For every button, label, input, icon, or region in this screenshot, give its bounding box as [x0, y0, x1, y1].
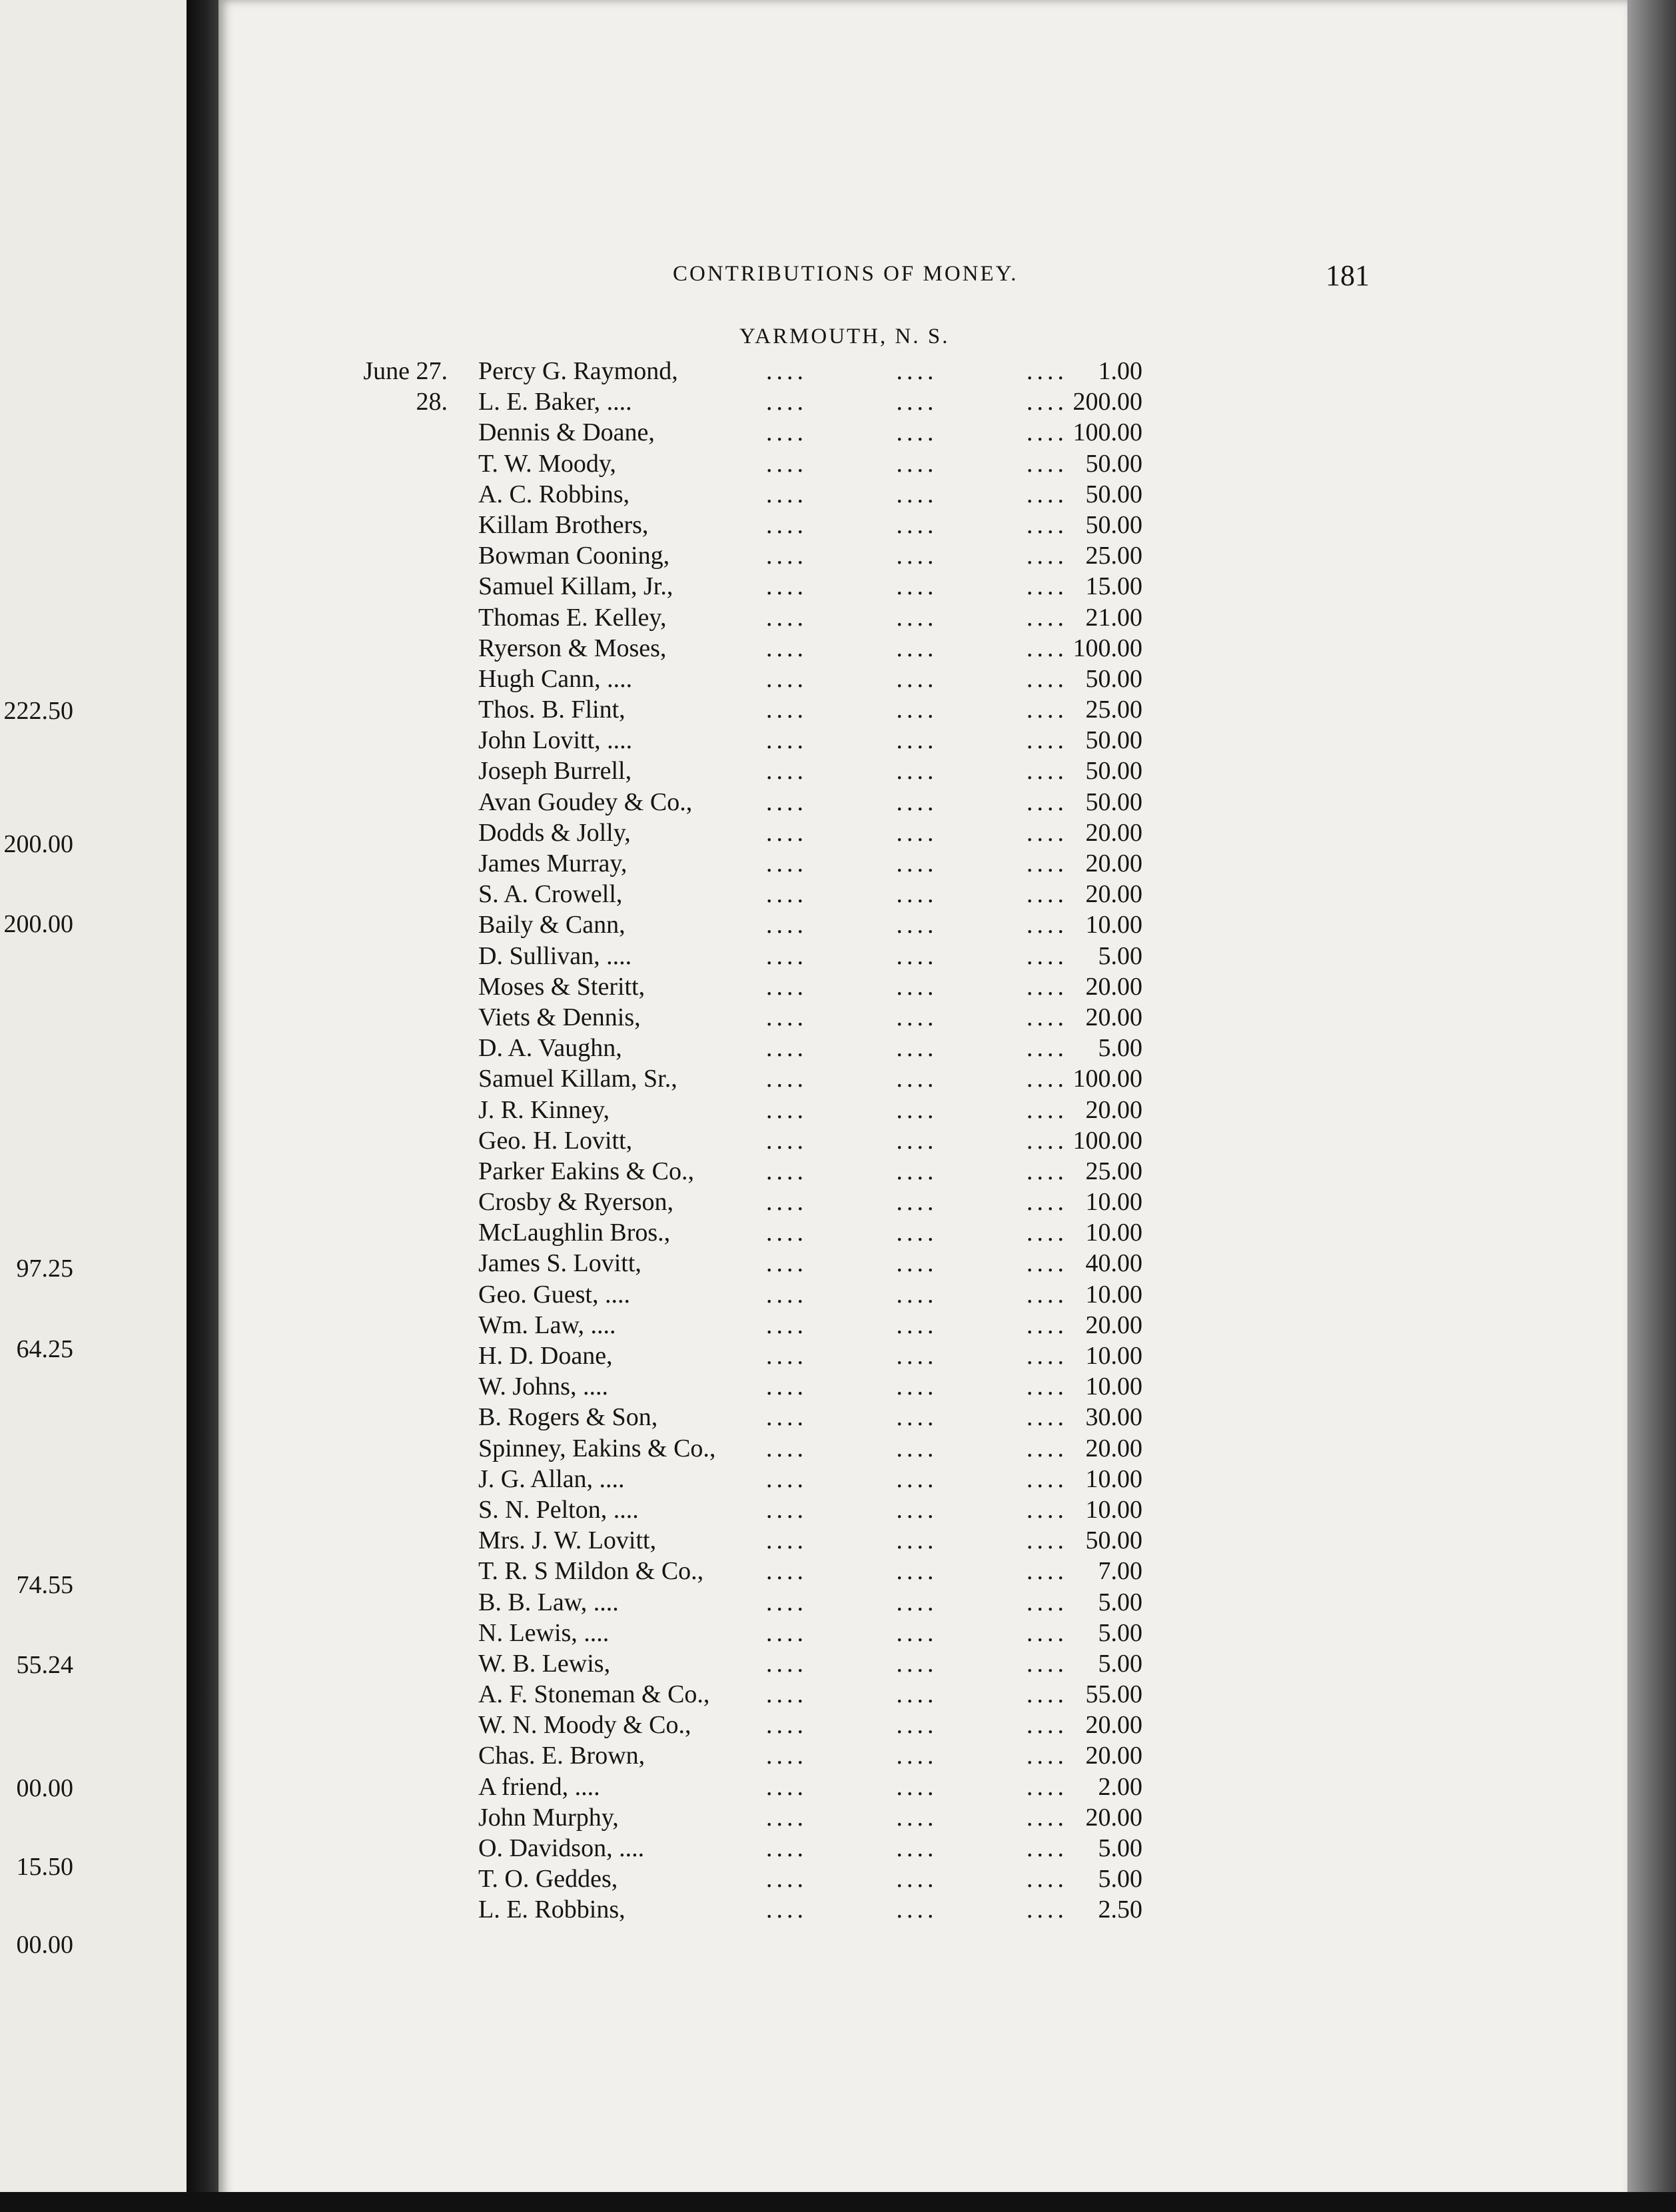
- contribution-amount: 40.00: [1085, 1249, 1142, 1278]
- contribution-row: [333, 1156, 1219, 1187]
- dot-leaders: .... .... ....: [766, 1003, 1068, 1031]
- facing-page-amount: 222.50: [3, 697, 73, 725]
- contribution-amount: 10.00: [1085, 1188, 1142, 1217]
- contributor-name: Thomas E. Kelley,: [478, 603, 667, 632]
- contributor-name: L. E. Baker, ....: [478, 388, 632, 416]
- contribution-amount: 20.00: [1085, 1742, 1142, 1770]
- contribution-amount: 20.00: [1085, 1311, 1142, 1339]
- contributor-name: A. F. Stoneman & Co.,: [478, 1680, 710, 1709]
- facing-page-fragment: [0, 0, 187, 2212]
- contribution-row: [333, 1679, 1219, 1710]
- facing-page-amount: 55.24: [16, 1651, 73, 1679]
- contribution-row: [333, 941, 1219, 971]
- contribution-row: [333, 1894, 1219, 1925]
- contribution-row: [333, 1187, 1219, 1217]
- contribution-amount: 5.00: [1098, 941, 1142, 970]
- contribution-row: [333, 756, 1219, 786]
- contributor-name: Killam Brothers,: [478, 510, 649, 539]
- contributor-name: D. A. Vaughn,: [478, 1034, 622, 1063]
- contribution-amount: 25.00: [1085, 696, 1142, 724]
- contributor-name: Percy G. Raymond,: [478, 357, 678, 385]
- contribution-row: [333, 909, 1219, 940]
- dot-leaders: .... .... ....: [766, 1803, 1068, 1832]
- contribution-amount: 100.00: [1072, 634, 1142, 662]
- dot-leaders: .... .... ....: [766, 1495, 1068, 1524]
- facing-page-amount: 97.25: [16, 1255, 73, 1283]
- facing-page-amount: 00.00: [16, 1774, 73, 1802]
- dot-leaders: .... .... ....: [766, 1557, 1068, 1586]
- contributor-name: Samuel Killam, Sr.,: [478, 1065, 677, 1093]
- contributor-name: B. Rogers & Son,: [478, 1403, 658, 1432]
- contribution-row: [333, 386, 1219, 417]
- contribution-amount: 55.00: [1085, 1680, 1142, 1709]
- contribution-row: [333, 1279, 1219, 1310]
- contribution-amount: 10.00: [1085, 1219, 1142, 1247]
- contribution-row: [333, 1556, 1219, 1586]
- contribution-amount: 10.00: [1085, 911, 1142, 939]
- facing-page-amounts: [0, 0, 187, 2212]
- contribution-row: [333, 1371, 1219, 1402]
- contribution-row: [333, 1402, 1219, 1432]
- dot-leaders: .... .... ....: [766, 1311, 1068, 1339]
- contributor-name: James S. Lovitt,: [478, 1249, 641, 1278]
- dot-leaders: .... .... ....: [766, 941, 1068, 970]
- contributor-name: L. E. Robbins,: [478, 1896, 626, 1924]
- contribution-amount: 50.00: [1085, 1526, 1142, 1555]
- contributor-name: A. C. Robbins,: [478, 480, 629, 508]
- contributor-name: Geo. H. Lovitt,: [478, 1126, 633, 1155]
- dot-leaders: .... .... ....: [766, 572, 1068, 601]
- contribution-amount: 50.00: [1085, 788, 1142, 816]
- dot-leaders: .... .... ....: [766, 880, 1068, 909]
- dot-leaders: .... .... ....: [766, 510, 1068, 539]
- dot-leaders: .... .... ....: [766, 726, 1068, 755]
- contribution-row: [333, 1772, 1219, 1802]
- contribution-row: [333, 1125, 1219, 1156]
- contributor-name: McLaughlin Bros.,: [478, 1219, 671, 1247]
- book-gutter: [187, 0, 218, 2212]
- contribution-amount: 10.00: [1085, 1373, 1142, 1401]
- contribution-row: [333, 1033, 1219, 1063]
- dot-leaders: .... .... ....: [766, 1403, 1068, 1432]
- dot-leaders: .... .... ....: [766, 1034, 1068, 1063]
- contributor-name: Parker Eakins & Co.,: [478, 1157, 695, 1185]
- contribution-amount: 5.00: [1098, 1865, 1142, 1894]
- dot-leaders: .... .... ....: [766, 1373, 1068, 1401]
- contribution-row: [333, 1248, 1219, 1279]
- contributor-name: Moses & Steritt,: [478, 972, 645, 1001]
- contribution-row: [333, 1740, 1219, 1771]
- dot-leaders: .... .... ....: [766, 1618, 1068, 1647]
- contribution-row: [333, 1002, 1219, 1033]
- contribution-amount: 2.50: [1098, 1896, 1142, 1924]
- contribution-amount: 5.00: [1098, 1588, 1142, 1616]
- contribution-row: [333, 1648, 1219, 1679]
- contribution-amount: 10.00: [1085, 1464, 1142, 1493]
- dot-leaders: .... .... ....: [766, 1280, 1068, 1309]
- contribution-row: [333, 602, 1219, 633]
- contribution-amount: 21.00: [1085, 603, 1142, 632]
- contributor-name: S. A. Crowell,: [478, 880, 623, 909]
- dot-leaders: .... .... ....: [766, 1157, 1068, 1185]
- contribution-row: [333, 1433, 1219, 1464]
- contributor-name: Dennis & Doane,: [478, 418, 655, 447]
- scan-bottom-border: [0, 2192, 1676, 2212]
- contribution-row: [333, 356, 1219, 386]
- facing-page-amount: 200.00: [3, 830, 73, 858]
- dot-leaders: .... .... ....: [766, 696, 1068, 724]
- contributor-name: Dodds & Jolly,: [478, 818, 631, 847]
- contribution-row: [333, 540, 1219, 571]
- dot-leaders: .... .... ....: [766, 542, 1068, 570]
- contributor-name: Avan Goudey & Co.,: [478, 788, 693, 816]
- contributor-name: T. O. Geddes,: [478, 1865, 618, 1894]
- dot-leaders: .... .... ....: [766, 634, 1068, 662]
- contribution-row: [333, 1802, 1219, 1833]
- contributor-name: A friend, ....: [478, 1772, 600, 1801]
- contributor-name: Chas. E. Brown,: [478, 1742, 645, 1770]
- contributor-name: W. B. Lewis,: [478, 1649, 611, 1678]
- contributor-name: John Lovitt, ....: [478, 726, 633, 755]
- section-heading: YARMOUTH, N. S.: [739, 324, 950, 348]
- dot-leaders: .... .... ....: [766, 788, 1068, 816]
- contribution-amount: 20.00: [1085, 972, 1142, 1001]
- dot-leaders: .... .... ....: [766, 1742, 1068, 1770]
- contribution-row: [333, 1833, 1219, 1864]
- contribution-amount: 50.00: [1085, 510, 1142, 539]
- contribution-amount: 50.00: [1085, 757, 1142, 786]
- facing-page-amount: 00.00: [16, 1931, 73, 1959]
- contribution-amount: 200.00: [1072, 388, 1142, 416]
- contribution-amount: 100.00: [1072, 1126, 1142, 1155]
- dot-leaders: .... .... ....: [766, 1772, 1068, 1801]
- contributor-name: T. W. Moody,: [478, 449, 616, 478]
- contribution-amount: 10.00: [1085, 1342, 1142, 1370]
- contribution-amount: 5.00: [1098, 1649, 1142, 1678]
- contribution-row: [333, 787, 1219, 818]
- contribution-amount: 100.00: [1072, 1065, 1142, 1093]
- dot-leaders: .... .... ....: [766, 449, 1068, 478]
- dot-leaders: .... .... ....: [766, 1464, 1068, 1493]
- contribution-amount: 50.00: [1085, 726, 1142, 755]
- contribution-amount: 20.00: [1085, 849, 1142, 877]
- contribution-row: [333, 633, 1219, 664]
- contributor-name: Baily & Cann,: [478, 911, 626, 939]
- contributor-name: Wm. Law, ....: [478, 1311, 616, 1339]
- contribution-amount: 2.00: [1098, 1772, 1142, 1801]
- contribution-row: [333, 818, 1219, 848]
- dot-leaders: .... .... ....: [766, 1834, 1068, 1862]
- dot-leaders: .... .... ....: [766, 1588, 1068, 1616]
- contributor-name: Geo. Guest, ....: [478, 1280, 630, 1309]
- contribution-amount: 50.00: [1085, 480, 1142, 508]
- contribution-row: [333, 1587, 1219, 1618]
- contribution-amount: 25.00: [1085, 1157, 1142, 1185]
- page-number: 181: [1326, 259, 1370, 292]
- contribution-amount: 20.00: [1085, 1003, 1142, 1031]
- dot-leaders: .... .... ....: [766, 1649, 1068, 1678]
- contributor-name: Bowman Cooning,: [478, 542, 670, 570]
- dot-leaders: .... .... ....: [766, 603, 1068, 632]
- contribution-row: [333, 448, 1219, 479]
- contribution-row: [333, 479, 1219, 510]
- contributor-name: W. N. Moody & Co.,: [478, 1711, 691, 1740]
- contributor-name: O. Davidson, ....: [478, 1834, 645, 1862]
- contribution-row: [333, 694, 1219, 725]
- dot-leaders: .... .... ....: [766, 1095, 1068, 1124]
- contribution-row: [333, 1310, 1219, 1341]
- contributor-name: Viets & Dennis,: [478, 1003, 641, 1031]
- contribution-row: [333, 1864, 1219, 1894]
- dot-leaders: .... .... ....: [766, 1219, 1068, 1247]
- contribution-amount: 20.00: [1085, 1434, 1142, 1462]
- dot-leaders: .... .... ....: [766, 1896, 1068, 1924]
- dot-leaders: .... .... ....: [766, 1711, 1068, 1740]
- contribution-amount: 1.00: [1098, 357, 1142, 385]
- contributor-name: T. R. S Mildon & Co.,: [478, 1557, 704, 1586]
- dot-leaders: .... .... ....: [766, 418, 1068, 447]
- contribution-amount: 5.00: [1098, 1034, 1142, 1063]
- contributor-name: D. Sullivan, ....: [478, 941, 632, 970]
- dot-leaders: .... .... ....: [766, 1342, 1068, 1370]
- dot-leaders: .... .... ....: [766, 818, 1068, 847]
- contribution-row: [333, 1494, 1219, 1525]
- dot-leaders: .... .... ....: [766, 757, 1068, 786]
- contribution-row: [333, 1710, 1219, 1740]
- contributor-name: N. Lewis, ....: [478, 1618, 610, 1647]
- contribution-amount: 20.00: [1085, 1803, 1142, 1832]
- facing-page-amount: 74.55: [16, 1571, 73, 1599]
- dot-leaders: .... .... ....: [766, 972, 1068, 1001]
- running-head: CONTRIBUTIONS OF MONEY.: [673, 262, 1019, 286]
- contributor-name: H. D. Doane,: [478, 1342, 613, 1370]
- dot-leaders: .... .... ....: [766, 388, 1068, 416]
- contribution-amount: 10.00: [1085, 1280, 1142, 1309]
- dot-leaders: .... .... ....: [766, 1680, 1068, 1709]
- contributor-name: Thos. B. Flint,: [478, 696, 626, 724]
- contribution-row: [333, 1464, 1219, 1494]
- facing-page-amount: 64.25: [16, 1335, 73, 1363]
- dot-leaders: .... .... ....: [766, 1434, 1068, 1462]
- contribution-row: [333, 725, 1219, 756]
- contributor-name: James Murray,: [478, 849, 628, 877]
- dot-leaders: .... .... ....: [766, 357, 1068, 385]
- contributor-name: Hugh Cann, ....: [478, 664, 633, 693]
- contribution-amount: 20.00: [1085, 1095, 1142, 1124]
- contribution-amount: 10.00: [1085, 1495, 1142, 1524]
- contribution-row: [333, 1095, 1219, 1125]
- contributor-name: S. N. Pelton, ....: [478, 1495, 639, 1524]
- contribution-amount: 20.00: [1085, 818, 1142, 847]
- contribution-amount: 5.00: [1098, 1618, 1142, 1647]
- entry-date: June 27.: [363, 357, 448, 385]
- dot-leaders: .... .... ....: [766, 1188, 1068, 1217]
- facing-page-amount: 15.50: [16, 1853, 73, 1881]
- contribution-amount: 100.00: [1072, 418, 1142, 447]
- contribution-row: [333, 571, 1219, 602]
- dot-leaders: .... .... ....: [766, 1126, 1068, 1155]
- contribution-row: [333, 848, 1219, 879]
- contributor-name: B. B. Law, ....: [478, 1588, 619, 1616]
- dot-leaders: .... .... ....: [766, 1865, 1068, 1894]
- contributor-name: Mrs. J. W. Lovitt,: [478, 1526, 657, 1555]
- dot-leaders: .... .... ....: [766, 1249, 1068, 1278]
- contribution-row: [333, 1618, 1219, 1648]
- contributor-name: John Murphy,: [478, 1803, 619, 1832]
- contributor-name: Ryerson & Moses,: [478, 634, 667, 662]
- dot-leaders: .... .... ....: [766, 664, 1068, 693]
- contribution-row: [333, 879, 1219, 909]
- contribution-amount: 50.00: [1085, 449, 1142, 478]
- contribution-amount: 30.00: [1085, 1403, 1142, 1432]
- contribution-row: [333, 1217, 1219, 1248]
- contribution-row: [333, 1525, 1219, 1556]
- contribution-amount: 5.00: [1098, 1834, 1142, 1862]
- contribution-list: [333, 356, 1219, 1926]
- contributor-name: W. Johns, ....: [478, 1373, 608, 1401]
- dot-leaders: .... .... ....: [766, 849, 1068, 877]
- contributor-name: Samuel Killam, Jr.,: [478, 572, 673, 601]
- contributor-name: J. G. Allan, ....: [478, 1464, 625, 1493]
- contribution-amount: 50.00: [1085, 664, 1142, 693]
- contributor-name: Joseph Burrell,: [478, 757, 632, 786]
- contributor-name: Spinney, Eakins & Co.,: [478, 1434, 716, 1462]
- contributor-name: J. R. Kinney,: [478, 1095, 610, 1124]
- contribution-amount: 20.00: [1085, 1711, 1142, 1740]
- contribution-row: [333, 417, 1219, 448]
- page-edge: [1627, 0, 1676, 2212]
- contribution-amount: 25.00: [1085, 542, 1142, 570]
- contribution-row: [333, 664, 1219, 694]
- entry-date: 28.: [416, 388, 448, 416]
- contribution-amount: 20.00: [1085, 880, 1142, 909]
- contribution-amount: 7.00: [1098, 1557, 1142, 1586]
- contribution-row: [333, 1341, 1219, 1371]
- contribution-row: [333, 971, 1219, 1002]
- contribution-amount: 15.00: [1085, 572, 1142, 601]
- dot-leaders: .... .... ....: [766, 480, 1068, 508]
- facing-page-amount: 200.00: [3, 910, 73, 938]
- contribution-row: [333, 510, 1219, 540]
- contributor-name: Crosby & Ryerson,: [478, 1188, 673, 1217]
- contribution-row: [333, 1063, 1219, 1094]
- dot-leaders: .... .... ....: [766, 1526, 1068, 1555]
- dot-leaders: .... .... ....: [766, 1065, 1068, 1093]
- dot-leaders: .... .... ....: [766, 911, 1068, 939]
